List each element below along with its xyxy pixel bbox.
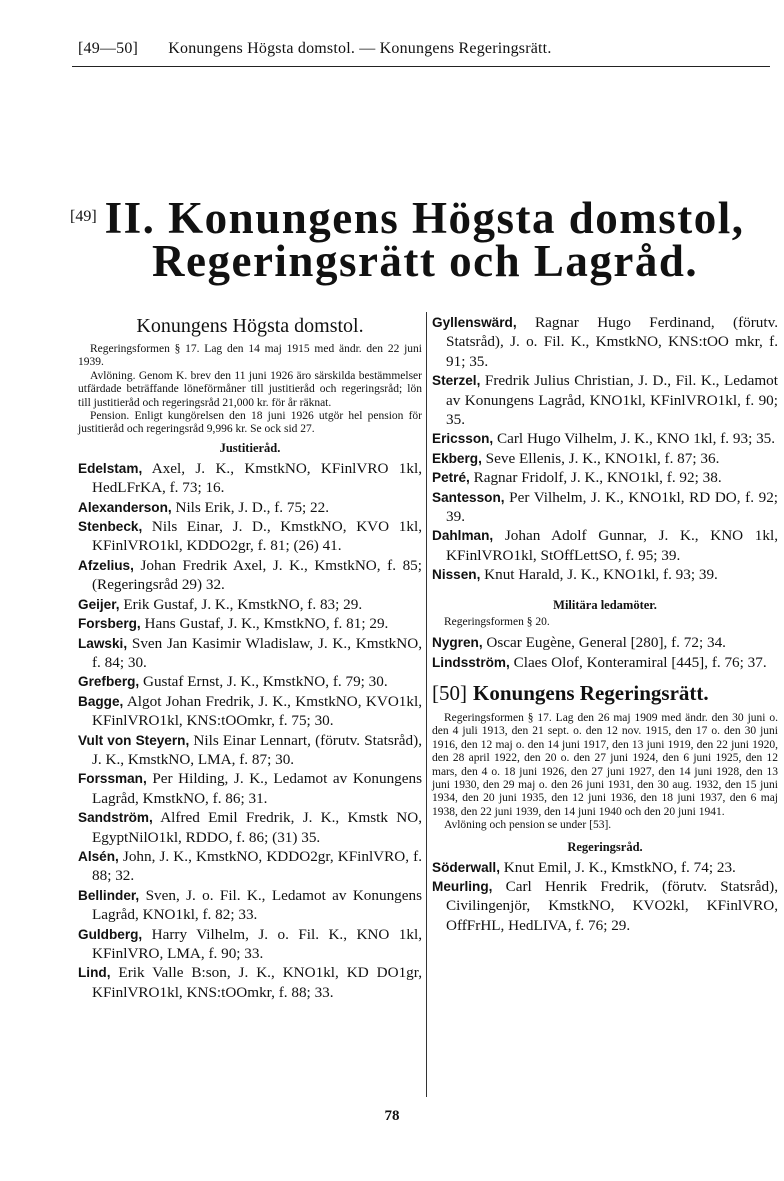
left-entry-list [78, 459, 422, 1002]
left-subheading: Justitieråd. [219, 440, 281, 455]
entry [78, 731, 422, 770]
entry-name: Santesson, [432, 489, 505, 505]
entry [78, 769, 422, 808]
entry [78, 634, 422, 673]
entry-text: Erik Gustaf, J. K., KmstkNO, f. 83; 29. [123, 595, 363, 613]
entry-text: Nils Einar Lennart, (förutv. Statsråd), J. K., KmstkNO, LMA, f. 87; 30. [92, 731, 422, 768]
entry [432, 313, 778, 371]
entry-text: Hans Gustaf, J. K., KmstkNO, f. 81; 29. [144, 615, 389, 633]
entry-name: Gyllenswärd, [432, 315, 517, 330]
entry-name: Guldberg, [78, 926, 143, 942]
column-divider [426, 312, 427, 1097]
entry [78, 847, 422, 886]
entry-text: John, J. K., KmstkNO, KDDO2gr, KFinlVRO, f. 88; 32. [92, 847, 423, 885]
intro-paragraph: Pension. Enligt kungörelsen den 18 juni 1926 utgör hel pension för justitieråd och regeringsråd 9,996 kr. Se ock sid 27. [78, 410, 422, 436]
section2-subheading: Regeringsråd. [567, 839, 643, 854]
entry-name: Dahlman, [432, 528, 494, 544]
entry-text: Johan Adolf Gunnar, J. K., KNO 1kl, KFinlVRO1kl, StOffLettSO, f. 95; 39. [446, 527, 779, 564]
entry [78, 556, 422, 595]
entry [78, 886, 422, 925]
entry-name: Lawski, [78, 635, 128, 651]
section2-intro [432, 712, 778, 833]
entry [78, 808, 422, 847]
entry-text: Gustaf Ernst, J. K., KmstkNO, f. 79; 30. [142, 673, 388, 691]
entry-name: Stenbeck, [78, 519, 143, 535]
entry-text: Claes Olof, Konteramiral [445], f. 76; 37. [513, 653, 767, 671]
entry [78, 459, 422, 498]
running-header [78, 40, 768, 58]
entry [78, 692, 422, 731]
entry-name: Ekberg, [432, 450, 482, 466]
entry-text: Oscar Eugène, General [280], f. 72; 34. [486, 634, 726, 652]
entry-text: Per Vilhelm, J. K., KNO1kl, RD DO, f. 92; 39. [446, 488, 779, 526]
entry-name: Nygren, [432, 635, 483, 651]
military-heading: Militära ledamöter. [553, 597, 657, 612]
entry-name: Alsén, [78, 848, 119, 864]
entry-name: Forssman, [78, 771, 147, 787]
entry-text: Carl Hugo Vilhelm, J. K., KNO 1kl, f. 93; 35. [497, 430, 776, 448]
entry [78, 614, 422, 633]
entry-name: Nissen, [432, 567, 481, 583]
header-rule [72, 66, 770, 67]
entry-text: Axel, J. K., KmstkNO, KFinlVRO 1kl, HedLFrKA, f. 73; 16. [92, 459, 422, 497]
entry [432, 526, 778, 565]
entry-text: Seve Ellenis, J. K., KNO1kl, f. 87; 36. [485, 449, 720, 467]
entry [78, 963, 422, 1002]
entry [432, 468, 778, 487]
entry [432, 858, 778, 877]
left-intro [78, 343, 422, 437]
entry-name: Lindsström, [432, 654, 510, 670]
military-note-text: Regeringsformen § 20. [444, 615, 550, 628]
intro-paragraph: Regeringsformen § 17. Lag den 14 maj 1915 med ändr. den 22 juni 1939. [78, 343, 422, 369]
entry [432, 449, 778, 468]
entry-name: Sandström, [78, 810, 153, 826]
chapter-title-line2: Regeringsrätt och Lagråd. [152, 236, 699, 286]
military-note [432, 616, 778, 629]
entry-name: Meurling, [432, 878, 493, 894]
entry-text: Fredrik Julius Christian, J. D., Fil. K., Ledamot av Konungens Lagråd, KNO1kl, KFinlVRO1kl, f. 90; 35. [446, 372, 778, 429]
entry-name: Forsberg, [78, 616, 141, 632]
entry-text: Ragnar Fridolf, J. K., KNO1kl, f. 92; 38. [473, 469, 722, 487]
entry [432, 488, 778, 527]
entry [78, 595, 422, 614]
entry [432, 653, 778, 672]
entry [432, 565, 778, 584]
entry-text: Nils Erik, J. D., f. 75; 22. [175, 498, 330, 516]
entry-text: Carl Henrik Fredrik, (förutv. Statsråd), Civilingenjör, KmstkNO, KVO2kl, KFinlVRO, OffFrHL, HedLIVA, f. 76; 29. [446, 877, 778, 934]
entry [78, 517, 422, 556]
entry [432, 877, 778, 935]
running-title: Konungens Högsta domstol. — Konungens Regeringsrätt. [168, 40, 552, 57]
entry-text: Johan Fredrik Axel, J. K., KmstkNO, f. 85; (Regeringsråd 29) 32. [92, 556, 422, 594]
entry-text: Nils Einar, J. D., KmstkNO, KVO 1kl, KFinlVRO1kl, KDDO2gr, f. 81; (26) 41. [92, 518, 423, 555]
entry-name: Ericsson, [432, 431, 494, 447]
entry-name: Edelstam, [78, 460, 143, 476]
section2-margin-number: [50] [432, 680, 467, 705]
entry-name: Afzelius, [78, 557, 134, 573]
entry-name: Alexanderson, [78, 499, 172, 515]
entry-name: Sterzel, [432, 373, 481, 389]
entry-text: Knut Emil, J. K., KmstkNO, f. 74; 23. [503, 858, 736, 876]
right-entry-list [432, 313, 778, 585]
entry [78, 672, 422, 691]
page-range: [49—50] [78, 40, 139, 57]
entry [432, 371, 778, 429]
military-entry-list [432, 633, 778, 672]
entry-text: Per Hilding, J. K., Ledamot av Konungens Lagråd, KmstkNO, f. 86; 31. [92, 770, 422, 807]
entry-name: Geijer, [78, 596, 120, 612]
entry-name: Bellinder, [78, 887, 140, 903]
page-number: 78 [384, 1108, 400, 1124]
entry-text: Erik Valle B:son, J. K., KNO1kl, KD DO1gr, KFinlVRO1kl, KNS:tOOmkr, f. 88; 33. [92, 964, 423, 1001]
entry [78, 925, 422, 964]
section2-heading [432, 680, 778, 706]
entry-text: Ragnar Hugo Ferdinand, (förutv. Statsråd), J. o. Fil. K., KmstkNO, KNS:tOO mkr, f. 91; 35. [446, 314, 779, 370]
left-column [78, 313, 422, 1002]
entry-text: Sven Jan Kasimir Wladislaw, J. K., KmstkNO, f. 84; 30. [92, 634, 422, 671]
entry-name: Bagge, [78, 693, 124, 709]
left-heading: Konungens Högsta domstol. [136, 315, 364, 337]
entry-name: Vult von Steyern, [78, 732, 190, 748]
entry-text: Sven, J. o. Fil. K., Ledamot av Konungens Lagråd, KNO1kl, f. 82; 33. [92, 886, 423, 924]
section2-entry-list [432, 858, 778, 936]
entry-name: Grefberg, [78, 674, 140, 690]
entry [432, 429, 778, 448]
right-column [432, 313, 778, 935]
section2-heading-text: Konungens Regeringsrätt. [473, 680, 709, 705]
entry-text: Knut Harald, J. K., KNO1kl, f. 93; 39. [484, 566, 718, 584]
entry [78, 498, 422, 517]
entry-text: Alfred Emil Fredrik, J. K., Kmstk NO, EgyptNilO1kl, RDDO, f. 86; (31) 35. [92, 809, 422, 846]
entry-name: Petré, [432, 470, 470, 486]
intro-paragraph: Regeringsformen § 17. Lag den 26 maj 1909 med ändr. den 30 juni o. den 4 juli 1913, den 21 sept. o. den 12 nov. 1915, den 17 o. den 30 juni 1916, den 12 maj o. den 14 juni 1917, den 13 juni 1919, den 22 juni 1920, den 28 april 1922, den 20 o. den 27 juni 1924, den 6 juni 1925, den 12 mars, den 4 o. 18 juni 1926, den 27 juni 1927, den 14 juni 1928, den 13 juni 1930, den 29 maj o. den 26 juni 1931, den 30 aug. 1932, den 15 juni 1934, den 20 juni 1935, den 12 juni 1936, den 18 juni 1937, den 6 maj 1938, den 22 juni 1939, den 14 juni 1940 och den 20 juni 1941. [432, 711, 778, 818]
chapter-title-text1: II. Konungens Högsta domstol, [104, 193, 745, 243]
intro-paragraph: Avlöning och pension se under [53]. [444, 819, 612, 832]
entry-name: Lind, [78, 965, 111, 981]
entry-text: Harry Vilhelm, J. o. Fil. K., KNO 1kl, KFinlVRO, LMA, f. 90; 33. [92, 925, 422, 962]
entry-text: Algot Johan Fredrik, J. K., KmstkNO, KVO1kl, KFinlVRO1kl, KNS:tOOmkr, f. 75; 30. [92, 692, 422, 730]
entry-name: Söderwall, [432, 859, 500, 875]
entry [432, 633, 778, 652]
intro-paragraph: Avlöning. Genom K. brev den 11 juni 1926 äro särskilda bestämmelser utfärdade beträffande löneförmåner till justitieråd och regeringsråd; lön till justitieråd och regeringsråd 21,000 kr. för år räknat. [78, 369, 422, 409]
margin-number: [49] [70, 208, 97, 225]
